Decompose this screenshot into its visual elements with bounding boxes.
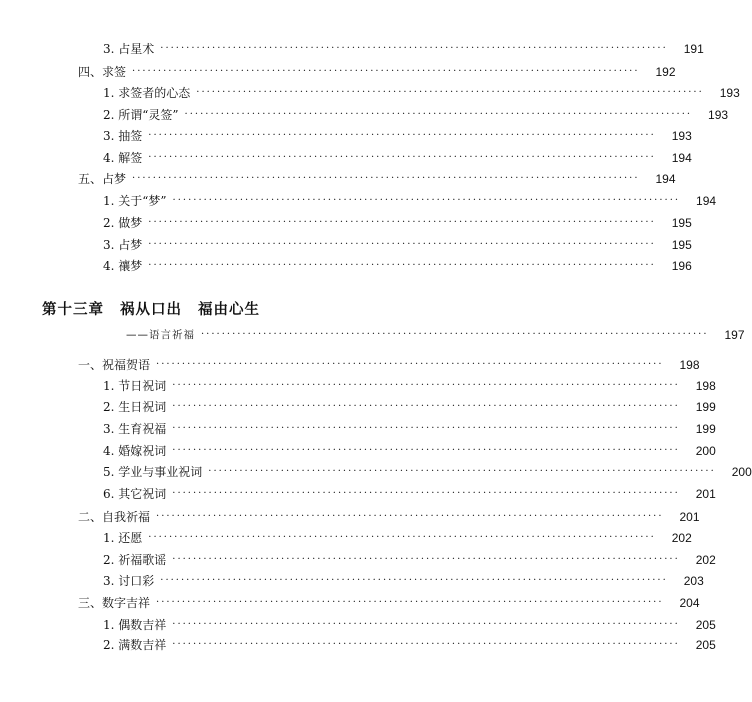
dot-leader: ·································································································· xyxy=(201,329,709,340)
toc-entry-page: 198 xyxy=(679,358,700,372)
dot-leader: ·································································································· xyxy=(148,532,656,543)
toc-entry-page: 195 xyxy=(671,238,692,252)
toc-entry xyxy=(78,510,700,524)
toc-entry-label: 1. 求签者的心态 xyxy=(103,86,191,100)
toc-entry-page: 201 xyxy=(679,510,700,524)
toc-entry-label: 三、数字吉祥 xyxy=(78,596,151,610)
toc-entry-page: 193 xyxy=(708,108,729,122)
toc-entry-page: 196 xyxy=(671,259,692,273)
toc-entry-label: 4. 禳梦 xyxy=(103,259,143,273)
dot-leader: ·································································································· xyxy=(172,380,680,391)
toc-entry-label: 6. 其它祝词 xyxy=(103,487,167,501)
dot-leader: ·································································································· xyxy=(172,488,680,499)
toc-entry xyxy=(78,172,676,186)
chapter-subtitle: ——语言祈福 xyxy=(126,329,195,341)
toc-entry-label: 3. 占梦 xyxy=(103,238,143,252)
toc-entry-label: 1. 偶数吉祥 xyxy=(103,618,167,632)
toc-entry-label: 5. 学业与事业祝词 xyxy=(103,465,203,479)
toc-entry xyxy=(103,422,716,436)
toc-entry-page: 203 xyxy=(683,574,704,588)
toc-entry xyxy=(103,487,716,501)
toc-entry-page: 202 xyxy=(671,531,692,545)
dot-leader: ·································································································· xyxy=(148,239,656,250)
toc-entry xyxy=(103,42,704,56)
toc-entry-label: 2. 满数吉祥 xyxy=(103,638,167,652)
toc-entry-label: 3. 生育祝福 xyxy=(103,422,167,436)
dot-leader: ·································································································· xyxy=(148,130,656,141)
toc-entry-page: 205 xyxy=(695,618,716,632)
toc-entry xyxy=(103,86,740,100)
toc-entry xyxy=(103,379,716,393)
toc-entry xyxy=(103,216,692,230)
toc-entry xyxy=(103,553,716,567)
toc-entry-page: 191 xyxy=(683,42,704,56)
toc-entry-page: 193 xyxy=(719,86,740,100)
toc-entry-page: 202 xyxy=(695,553,716,567)
toc-entry-page: 199 xyxy=(695,422,716,436)
dot-leader: ·································································································· xyxy=(172,445,680,456)
chapter-title-part1: 祸从口出 xyxy=(120,302,182,318)
toc-entry-label: 一、祝福贺语 xyxy=(78,358,151,372)
toc-entry-page: 194 xyxy=(655,172,676,186)
dot-leader: ·································································································· xyxy=(148,217,656,228)
toc-entry-page: 193 xyxy=(671,129,692,143)
dot-leader: ·································································································· xyxy=(156,359,664,370)
toc-entry-page: 204 xyxy=(679,596,700,610)
dot-leader: ·································································································· xyxy=(208,466,716,477)
toc-entry-label: 4. 解签 xyxy=(103,151,143,165)
toc-entry-label: 2. 所谓“灵签” xyxy=(103,108,179,122)
toc-entry-page: 201 xyxy=(695,487,716,501)
dot-leader: ·································································································· xyxy=(160,43,668,54)
toc-entry xyxy=(103,574,704,588)
toc-entry-label: 五、占梦 xyxy=(78,172,127,186)
toc-entry xyxy=(103,259,692,273)
dot-leader: ·································································································· xyxy=(172,195,681,206)
dot-leader: ·································································································· xyxy=(132,173,640,184)
toc-entry xyxy=(78,596,700,610)
dot-leader: ·································································································· xyxy=(156,511,664,522)
toc-entry xyxy=(78,65,676,79)
chapter-subtitle-entry xyxy=(126,328,745,342)
dot-leader: ·································································································· xyxy=(172,423,680,434)
toc-entry xyxy=(78,358,700,372)
toc-entry xyxy=(103,531,692,545)
toc-entry-label: 1. 还愿 xyxy=(103,531,143,545)
dot-leader: ·································································································· xyxy=(184,109,693,120)
toc-entry-page: 205 xyxy=(695,638,716,652)
toc-entry-page: 200 xyxy=(731,465,752,479)
toc-entry-page: 195 xyxy=(671,216,692,230)
toc-entry xyxy=(103,444,716,458)
toc-entry-page: 194 xyxy=(671,151,692,165)
dot-leader: ·································································································· xyxy=(172,554,680,565)
toc-entry xyxy=(103,465,752,479)
toc-entry-label: 3. 占星术 xyxy=(103,42,155,56)
dot-leader: ·································································································· xyxy=(172,619,680,630)
toc-entry-label: 3. 讨口彩 xyxy=(103,574,155,588)
toc-entry xyxy=(103,638,716,652)
dot-leader: ·································································································· xyxy=(160,575,668,586)
chapter-subtitle-page: 197 xyxy=(724,328,745,342)
toc-entry xyxy=(103,238,692,252)
toc-entry xyxy=(103,618,716,632)
dot-leader: ·································································································· xyxy=(172,401,680,412)
dot-leader: ·································································································· xyxy=(132,66,640,77)
toc-entry-label: 4. 婚嫁祝词 xyxy=(103,444,167,458)
toc-entry-label: 3. 抽签 xyxy=(103,129,143,143)
toc-entry xyxy=(103,129,692,143)
toc-entry-page: 199 xyxy=(695,400,716,414)
toc-entry xyxy=(103,194,717,208)
dot-leader: ·································································································· xyxy=(172,639,680,650)
toc-entry xyxy=(103,400,716,414)
chapter-number: 第十三章 xyxy=(42,302,104,318)
dot-leader: ·································································································· xyxy=(148,260,656,271)
toc-entry-page: 198 xyxy=(695,379,716,393)
toc-entry-label: 2. 祈福歌谣 xyxy=(103,553,167,567)
toc-entry-label: 四、求签 xyxy=(78,65,127,79)
toc-entry-label: 1. 关于“梦” xyxy=(103,194,167,208)
toc-entry-page: 194 xyxy=(696,194,717,208)
toc-entry-label: 2. 做梦 xyxy=(103,216,143,230)
chapter-heading xyxy=(42,298,260,319)
chapter-title-part2: 福由心生 xyxy=(198,302,260,318)
toc-entry xyxy=(103,108,729,122)
dot-leader: ·································································································· xyxy=(156,597,664,608)
dot-leader: ·································································································· xyxy=(148,152,656,163)
toc-entry-label: 1. 节日祝词 xyxy=(103,379,167,393)
toc-entry xyxy=(103,151,692,165)
toc-entry-page: 192 xyxy=(655,65,676,79)
toc-entry-label: 二、自我祈福 xyxy=(78,510,151,524)
toc-entry-page: 200 xyxy=(695,444,716,458)
dot-leader: ·································································································· xyxy=(196,87,704,98)
toc-entry-label: 2. 生日祝词 xyxy=(103,400,167,414)
